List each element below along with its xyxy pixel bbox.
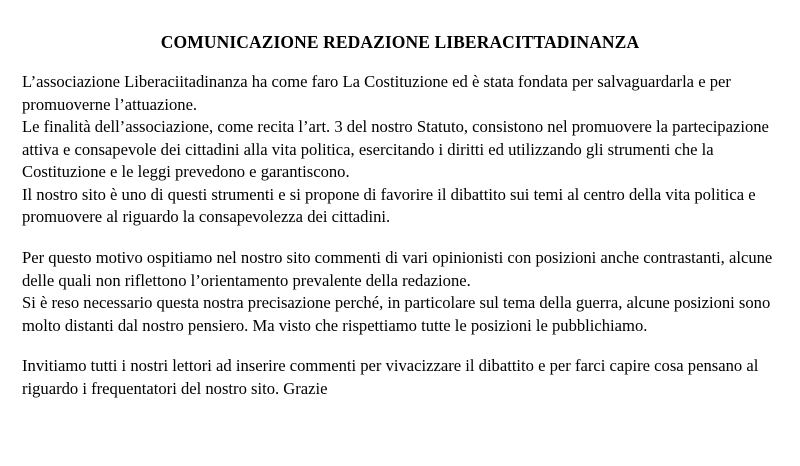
- paragraph: Per questo motivo ospitiamo nel nostro sito commenti di vari opinionisti con posizioni anche contrastanti, alcune delle quali non riflettono l’orientamento prevalente della redazione.: [22, 247, 773, 290]
- document-block-intro: [22, 71, 778, 229]
- paragraph: Il nostro sito è uno di questi strumenti e si propone di favorire il dibattito sui temi al centro della vita politica e promuovere al riguardo la consapevolezza dei cittadini.: [22, 184, 756, 227]
- document-block-invito: [22, 355, 778, 400]
- document-block-opinioni: [22, 247, 778, 337]
- block-spacer: [22, 337, 778, 355]
- paragraph: L’associazione Liberaciitadinanza ha come faro La Costituzione ed è stata fondata per salvaguardarla e per promuoverne l’attuazione.: [22, 72, 731, 114]
- paragraph: Si è reso necessario questa nostra precisazione perché, in particolare sul tema della guerra, alcune posizioni sono molto distanti dal nostro pensiero. Ma visto che rispettiamo tutte le posizioni le pubblichiamo.: [22, 293, 771, 335]
- paragraph: Le finalità dell’associazione, come recita l’art. 3 del nostro Statuto, consistono nel promuovere la partecipazione attiva e consapevole dei cittadini alla vita politica, esercitando i diritti ed utilizzando gli strumenti che la Costituzione e le leggi prevedono e garantiscono.: [22, 117, 769, 182]
- block-spacer: [22, 229, 778, 247]
- page-title: COMUNICAZIONE REDAZIONE LIBERACITTADINANZA: [160, 32, 640, 52]
- paragraph: Invitiamo tutti i nostri lettori ad inserire commenti per vivacizzare il dibattito e per farci capire cosa pensano al riguardo i frequentatori del nostro sito. Grazie: [22, 356, 759, 398]
